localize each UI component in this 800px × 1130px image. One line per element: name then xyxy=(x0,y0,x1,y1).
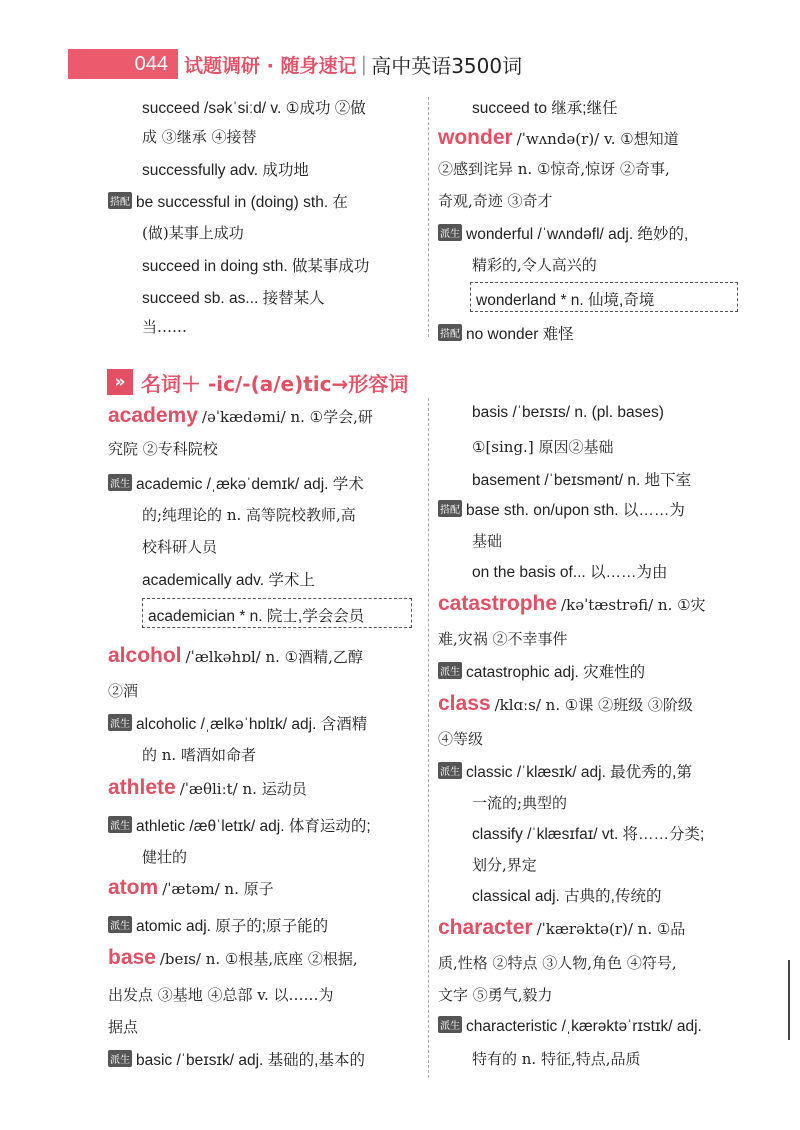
derive-tag: 派生 xyxy=(108,916,132,933)
entry-line xyxy=(108,644,363,668)
double-chevron-icon: » xyxy=(107,369,133,395)
entry-text: athletic /æθˈletɪk/ adj. 体育运动的; xyxy=(136,818,371,835)
entry-text: basic /ˈbeɪsɪk/ adj. 基础的,基本的 xyxy=(136,1052,365,1069)
entry-line xyxy=(438,498,685,520)
entry-line: 成 ③继承 ④接替 xyxy=(142,128,257,146)
entry-line: 基础 xyxy=(472,532,503,550)
entry-line: classical adj. 古典的,传统的 xyxy=(472,888,662,905)
entry-line: 的 n. 嗜酒如命者 xyxy=(142,746,256,764)
entry-line: 出发点 ③基地 ④总部 v. 以……为 xyxy=(108,986,334,1004)
entry-line: ④等级 xyxy=(438,730,484,748)
column-divider xyxy=(428,398,429,1078)
entry-line: 究院 ②专科院校 xyxy=(108,440,218,458)
entry-line: ②感到诧异 n. ①惊奇,惊讶 ②奇事, xyxy=(438,160,670,178)
headword: atom xyxy=(108,876,159,899)
entry-line: 质,性格 ②特点 ③人物,角色 ④符号, xyxy=(438,954,677,972)
derive-tag: 派生 xyxy=(438,662,462,679)
entry-line xyxy=(108,712,367,734)
entry-line: 精彩的,令人高兴的 xyxy=(472,256,597,274)
entry-text: no wonder 难怪 xyxy=(466,326,574,343)
entry-text: /ˈæθliːt/ n. 运动员 xyxy=(179,780,307,798)
entry-text: classic /ˈklæsɪk/ adj. 最优秀的,第 xyxy=(466,764,692,781)
book-title: 高中英语3500词 xyxy=(371,53,523,78)
entry-line xyxy=(438,692,693,716)
entry-text: characteristic /ˌkærəktəˈrɪstɪk/ adj. xyxy=(466,1018,702,1035)
entry-line xyxy=(438,322,574,344)
derive-tag: 派生 xyxy=(108,816,132,833)
headword: athlete xyxy=(108,776,176,799)
entry-line xyxy=(108,190,348,212)
collocation-tag: 搭配 xyxy=(438,324,462,341)
headword: character xyxy=(438,916,533,939)
entry-text: /beɪs/ n. ①根基,底座 ②根据, xyxy=(159,950,358,968)
entry-line: basis /ˈbeɪsɪs/ n. (pl. bases) xyxy=(472,404,664,421)
entry-line xyxy=(438,760,692,782)
entry-line: on the basis of... 以……为由 xyxy=(472,564,668,581)
entry-line: succeed in doing sth. 做某事成功 xyxy=(142,258,370,275)
entry-line: 校科研人员 xyxy=(142,538,218,556)
entry-line: academically adv. 学术上 xyxy=(142,572,315,589)
column-divider xyxy=(428,97,429,337)
entry-line: 当…… xyxy=(142,318,188,336)
entry-line: successfully adv. 成功地 xyxy=(142,162,309,179)
entry-line xyxy=(108,814,371,836)
entry-line: 健壮的 xyxy=(142,848,188,866)
headword: alcohol xyxy=(108,644,182,667)
entry-text: catastrophic adj. 灾难性的 xyxy=(466,664,646,681)
section-heading xyxy=(107,366,408,398)
entry-line: ①[sing.] 原因②基础 xyxy=(472,438,614,456)
entry-line xyxy=(108,472,364,494)
entry-text: /ˈwʌndə(r)/ v. ①想知道 xyxy=(516,130,679,148)
entry-text: wonderful /ˈwʌndəfl/ adj. 绝妙的, xyxy=(466,226,689,243)
collocation-tag: 搭配 xyxy=(108,192,132,209)
entry-text: /klɑːs/ n. ①课 ②班级 ③阶级 xyxy=(494,696,693,714)
collocation-tag: 搭配 xyxy=(438,500,462,517)
entry-line: wonderland * n. 仙境,奇境 xyxy=(476,292,655,309)
entry-line xyxy=(108,1048,365,1070)
headword: wonder xyxy=(438,126,513,149)
headword: academy xyxy=(108,404,198,427)
headword: catastrophe xyxy=(438,592,558,615)
entry-line xyxy=(108,914,328,936)
entry-line: succeed sb. as... 接替某人 xyxy=(142,290,325,307)
derive-tag: 派生 xyxy=(438,762,462,779)
entry-text: academic /ˌækəˈdemɪk/ adj. 学术 xyxy=(136,476,364,493)
entry-line xyxy=(108,404,373,428)
page-edge-mark xyxy=(788,960,790,1040)
entry-line xyxy=(438,222,688,244)
entry-text: /əˈkædəmi/ n. ①学会,研 xyxy=(201,408,373,426)
entry-line: 的;纯理论的 n. 高等院校教师,高 xyxy=(142,506,356,524)
entry-line: 划分,界定 xyxy=(472,856,537,874)
entry-text: be successful in (doing) sth. 在 xyxy=(136,194,348,211)
entry-line: (做)某事上成功 xyxy=(142,224,244,242)
derive-tag: 派生 xyxy=(108,1050,132,1067)
entry-line xyxy=(108,776,307,800)
entry-text: atomic adj. 原子的;原子能的 xyxy=(136,918,329,935)
entry-line: academician * n. 院士,学会会员 xyxy=(148,608,365,625)
entry-line: 难,灾祸 ②不幸事件 xyxy=(438,630,568,648)
entry-line: succeed to 继承;继任 xyxy=(472,100,618,117)
page-number: 044 xyxy=(68,49,178,79)
entry-line: 奇观,奇迹 ③奇才 xyxy=(438,192,553,210)
page-header xyxy=(68,47,522,81)
entry-line xyxy=(438,126,679,150)
entry-line: ②酒 xyxy=(108,682,139,700)
entry-line xyxy=(438,1016,702,1036)
entry-line xyxy=(108,876,274,900)
header-separator: | xyxy=(360,52,368,76)
entry-line xyxy=(108,946,358,970)
entry-line xyxy=(438,592,706,616)
entry-line xyxy=(438,660,645,682)
entry-text: /ˈkærəktə(r)/ n. ①品 xyxy=(536,920,686,938)
section-title: 名词＋ -ic/-(a/e)tic→形容词 xyxy=(141,371,409,396)
derive-tag: 派生 xyxy=(108,474,132,491)
entry-line: 据点 xyxy=(108,1018,139,1036)
entry-text: /ˈætəm/ n. 原子 xyxy=(162,880,274,898)
entry-line: 特有的 n. 特征,特点,品质 xyxy=(472,1050,641,1068)
entry-text: alcoholic /ˌælkəˈhɒlɪk/ adj. 含酒精 xyxy=(136,716,368,733)
entry-text: /ˈælkəhɒl/ n. ①酒精,乙醇 xyxy=(185,648,363,666)
entry-line: 一流的;典型的 xyxy=(472,794,568,812)
derive-tag: 派生 xyxy=(108,714,132,731)
headword: class xyxy=(438,692,491,715)
entry-text: base sth. on/upon sth. 以……为 xyxy=(466,502,685,519)
entry-line: classify /ˈklæsɪfaɪ/ vt. 将……分类; xyxy=(472,826,705,843)
entry-line xyxy=(438,916,685,940)
derive-tag: 派生 xyxy=(438,1016,462,1033)
entry-line: succeed /səkˈsiːd/ v. ①成功 ②做 xyxy=(142,100,366,117)
entry-line: basement /ˈbeɪsmənt/ n. 地下室 xyxy=(472,472,692,489)
derive-tag: 派生 xyxy=(438,224,462,241)
entry-line: 文字 ⑤勇气,毅力 xyxy=(438,986,553,1004)
headword: base xyxy=(108,946,156,969)
series-title: 试题调研 · 随身速记 xyxy=(184,54,357,77)
entry-text: /kəˈtæstrəfi/ n. ①灾 xyxy=(561,596,706,614)
